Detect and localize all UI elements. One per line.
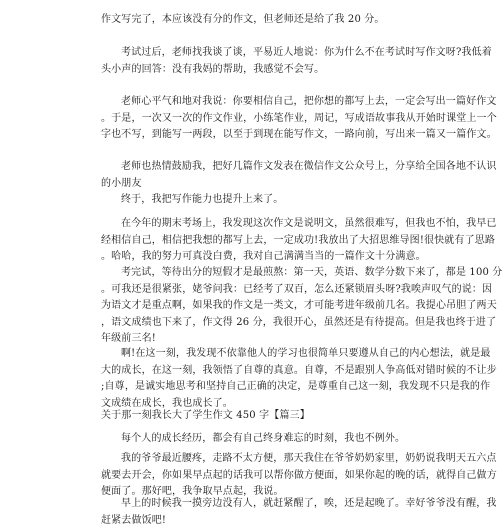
paragraph-line: 文成绩在成长，我也成长了。 (101, 396, 411, 413)
paragraph-2 (101, 45, 411, 78)
paragraph-line: 就要去开会，你如果早点起的话我可以帮你做方便面，如果你起的晚的话，就得自己做方 (101, 468, 411, 485)
paragraph-line: 为语文才是重点啊，如果我的作文是一类文，才可能考进年级前几名。我提心吊胆了两天 (101, 298, 411, 315)
paragraph-6 (101, 216, 411, 266)
paragraph-line: 大的成长，在这一刻，我领悟了自尊的真意。自尊，不是跟别人争高低对错时候的不让步 (101, 363, 411, 380)
paragraph-8 (101, 346, 411, 412)
paragraph-5 (101, 192, 411, 209)
paragraph-7 (101, 265, 411, 348)
paragraph-line: 便面了。那好吧，我争取早点起，我说。 (101, 484, 411, 501)
paragraph-line: ;自尊，是诚实地思考和坚持自己正确的决定，是尊重自己这一刻，我发现不只是我的作 (101, 379, 411, 396)
paragraph-line: 头小声的回答：没有我妈的帮助，我感觉不会写。 (101, 62, 411, 79)
paragraph-line: 在今年的期末考场上，我发现这次作文是说明文，虽然很难写，但我也不怕，我早已 (101, 216, 411, 233)
paragraph-line: 年级前三名! (101, 331, 411, 348)
paragraph-line: 老师也热情鼓励我，把好几篇作文发表在微信作文公众号上，分享给全国各地不认识 (101, 159, 411, 176)
paragraph-line: 。于是，一次又一次的作文作业，小练笔作业，周记，写成语故事我从开始时课堂上一个 (101, 111, 411, 128)
paragraph-line: 赶紧去做饭吧! (101, 513, 411, 529)
paragraph-4 (101, 159, 411, 192)
paragraph-3 (101, 94, 411, 144)
paragraph-line: 。哈哈，我的努力可真没白费，我对自己满满当当的一篇作文十分满意。 (101, 249, 411, 266)
paragraph-line: 考试过后，老师找我谈了谈，平易近人地说：你为什么不在考试时写作文呀?我低着 (101, 45, 411, 62)
paragraph-line: 关于那一刻我长大了学生作文 450 字【篇三】 (101, 408, 411, 425)
paragraph-1 (101, 12, 411, 29)
paragraph-10 (101, 451, 411, 501)
section-heading (101, 408, 411, 425)
paragraph-line: ，语文成绩也下来了，作文得 26 分，我很开心，虽然还是有待提高。但是我也终于进了 (101, 315, 411, 332)
paragraph-line: 。可我还是很紧张，姥爷问我：已经考了双百，怎么还紧锁眉头呀?我唉声叹气的说：因 (101, 282, 411, 299)
paragraph-9 (101, 431, 411, 448)
paragraph-line: 啊!在这一刻，我发现不依靠他人的学习也很简单只要遵从自己的内心想法，就是最 (101, 346, 411, 363)
paragraph-11 (101, 496, 411, 529)
paragraph-line: 每个人的成长经历，都会有自己终身难忘的时刻，我也不例外。 (101, 431, 411, 448)
paragraph-line: 考完试，等待出分的短假才是最煎熬：第一天，英语、数学分数下来了，都是 100 分 (101, 265, 411, 282)
paragraph-line: 老师心平气和地对我说：你要相信自己，把你想的都写上去，一定会写出一篇好作文 (101, 94, 411, 111)
paragraph-line: 早上的时候我一摸旁边没有人，就赶紧醒了，唉，还是起晚了。幸好爷爷没有醒，我 (101, 496, 411, 513)
paragraph-line: 的小朋友 (101, 176, 411, 193)
paragraph-line: 终于，我把写作能力也提升上来了。 (101, 192, 411, 209)
paragraph-line: 字也不写，到能写一两段，以至于到现在能写作文，一路向前，写出来一篇又一篇作文。 (101, 127, 411, 144)
paragraph-line: 我的爷爷最近腰疼，走路不太方便，那天我住在爷爷奶奶家里，奶奶说我明天五六点 (101, 451, 411, 468)
paragraph-line: 经相信自己，相信把我想的都写上去，一定成功!我放出了大招思维导图!很快就有了思路 (101, 233, 411, 250)
paragraph-line: 作文写完了，本应该没有分的作文，但老师还是给了我 20 分。 (101, 12, 411, 29)
